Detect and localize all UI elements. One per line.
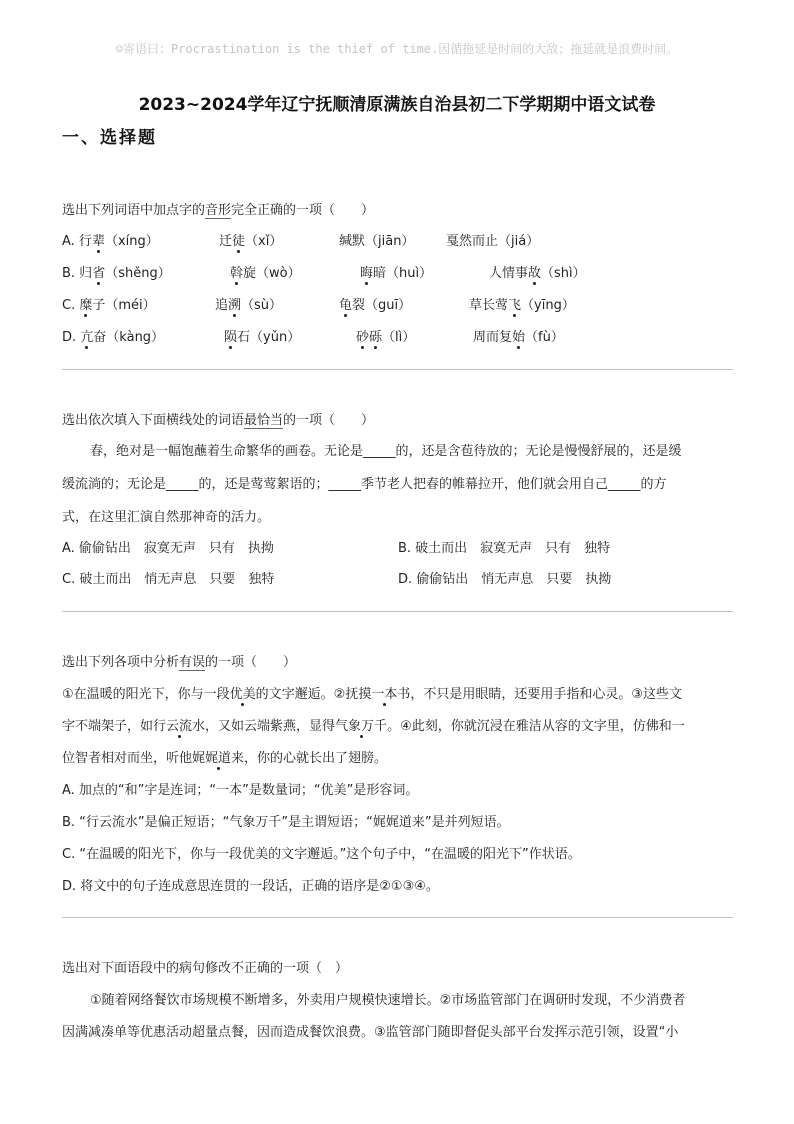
q1-option-c-w3 [339, 296, 411, 316]
q1-option-a-w4: 戛然而止（jiá） [446, 234, 540, 249]
dotted-char: 故 [528, 266, 542, 281]
option-text: （lì） [382, 330, 416, 345]
dotted-char: 始 [512, 330, 526, 345]
q1-option-d-w1[interactable] [62, 328, 164, 348]
emphasis-mark: 最恰当 [244, 413, 284, 428]
dotted-char: 辈 [91, 234, 105, 249]
dotted-char: 亢 [80, 330, 94, 345]
option-text: 子（méi） [92, 298, 156, 313]
dotted-char: 斡 [230, 266, 244, 281]
q3-passage-line [62, 749, 387, 769]
dotted-char: 溯 [228, 298, 242, 313]
q1-option-c-w2 [215, 296, 282, 316]
option-text: （sù） [241, 298, 283, 313]
q2-option-c[interactable]: C. 破土而出 悄无声息 只要 独特 [62, 572, 275, 587]
q1-option-d-w4 [473, 328, 564, 348]
option-text: （yīng） [521, 298, 575, 313]
divider [62, 917, 733, 918]
dotted-char: 徒 [232, 234, 246, 249]
dotted-char: 省 [92, 266, 106, 281]
motto-watermark: ☺寄语曰：Procrastination is the thief of time.因循拖延是时间的大敌；拖延就是浪费时间。 [115, 42, 679, 56]
q1-option-c-w1[interactable] [62, 296, 156, 316]
option-text: 裂（guī） [352, 298, 412, 313]
q1-stem-text: 选出下列词语中加点字的 [62, 203, 206, 218]
q1-option-d-w3 [356, 328, 415, 348]
option-text: （shěng） [105, 266, 171, 281]
option-text: 暗（huì） [373, 266, 433, 281]
q3-stem-text: 的一项（ ） [205, 655, 297, 670]
option-text: 周而复 [473, 330, 513, 345]
divider [62, 611, 733, 612]
dotted-word: 行云流水 [153, 719, 206, 734]
dotted-char: 糜 [79, 298, 93, 313]
dotted-word: 一本 [371, 687, 398, 702]
q3-stem [62, 653, 296, 673]
q2-stem-text: 选出依次填入下面横线处的词语 [62, 413, 245, 428]
option-text: C. [62, 298, 80, 313]
passage-text: 位智者相对而坐，听他 [62, 751, 193, 766]
q3-option-c[interactable]: C. “在温暖的阳光下，你与一段优美的文字邂逅。”这个句子中，“在温暖的阳光下”作状语。 [62, 847, 581, 862]
dotted-char: 飞 [508, 298, 522, 313]
q2-option-d[interactable]: D. 偷偷钻出 悄无声息 只要 执拗 [398, 572, 612, 587]
q2-stem-text: 的一项（ ） [283, 413, 375, 428]
option-text: （xíng） [104, 234, 159, 249]
q1-stem [62, 201, 374, 221]
emphasis-mark: 有误 [179, 655, 206, 670]
q1-option-a-w3: 缄默（jiān） [339, 234, 415, 249]
dotted-char: 砂 [356, 330, 370, 345]
option-text: 草长莺 [469, 298, 509, 313]
passage-text: ①在温暖的阳光下，你与一段 [62, 687, 230, 702]
q4-passage-line: 因满减凑单等优惠活动超量点餐，因而造成餐饮浪费。③监管部门随即督促头部平台发挥示范引领，设置“小 [62, 1025, 679, 1040]
option-text: 奋（kàng） [93, 330, 165, 345]
option-text: D. [62, 330, 81, 345]
q2-option-b[interactable]: B. 破土而出 寂寞无声 只有 独特 [398, 541, 611, 556]
divider [62, 369, 733, 370]
q1-option-b-w1[interactable] [62, 264, 171, 284]
option-text: 人情事 [489, 266, 529, 281]
q1-option-b-w3 [360, 264, 432, 284]
q4-passage-line: ①随着网络餐饮市场规模不断增多，外卖用户规模快速增长。②市场监管部门在调研时发现，不少消费者 [90, 993, 686, 1008]
option-text: A. 行 [62, 234, 92, 249]
passage-text: ，又如云端紫燕，显得 [205, 719, 336, 734]
q3-option-b[interactable]: B. “行云流水”是偏正短语；“气象万千”是主谓短语；“娓娓道来”是并列短语。 [62, 815, 510, 830]
q4-stem: 选出对下面语段中的病句修改不正确的一项（ ） [62, 961, 349, 976]
q1-option-c-w4 [469, 296, 575, 316]
option-text: （xǐ） [245, 234, 283, 249]
option-text: 迁 [219, 234, 233, 249]
exam-title: 2023~2024学年辽宁抚顺清原满族自治县初二下学期期中语文试卷 [138, 95, 656, 115]
q1-option-a-w1[interactable] [62, 232, 159, 252]
q3-option-d[interactable]: D. 将文中的句子连成意思连贯的一段话，正确的语序是②①③④。 [62, 879, 439, 894]
q1-option-b-w2 [230, 264, 301, 284]
q3-stem-text: 选出下列各项中分析 [62, 655, 180, 670]
option-text: （fù） [525, 330, 564, 345]
option-text: （shì） [541, 266, 586, 281]
dotted-char: 龟 [339, 298, 353, 313]
q2-option-a[interactable]: A. 偷偷钻出 寂寞无声 只有 执拗 [62, 541, 274, 556]
q1-option-d-w2 [224, 328, 300, 348]
q2-passage-line: 式，在这里汇演自然那神奇的活力。 [62, 510, 271, 525]
passage-text: 书，不只是用眼睛，还要用手指和心灵。③这些文 [397, 687, 682, 702]
q1-option-b-w4 [489, 264, 586, 284]
q1-stem-text: 完全正确的一项（ ） [231, 203, 375, 218]
q3-option-a[interactable]: A. 加点的“和”字是连词；“一本”是数量词；“优美”是形容词。 [62, 783, 419, 798]
q3-passage-line [62, 717, 685, 737]
passage-text: 字不端架子，如 [62, 719, 154, 734]
section-heading: 一、选择题 [62, 128, 157, 148]
q2-passage-line: 缓流淌的；无论是_____的，还是莺莺絮语的；_____季节老人把春的帷幕拉开，他们就会用自己_____的方 [62, 477, 667, 492]
q2-passage-line: 春，绝对是一幅饱蘸着生命繁华的画卷。无论是_____的，还是含苞待放的；无论是慢慢舒展的，还是缓 [90, 444, 682, 459]
dotted-char: 砾 [369, 330, 383, 345]
emphasis-mark: 音形 [205, 203, 232, 218]
option-text: 追 [215, 298, 229, 313]
option-text: B. 归 [62, 266, 93, 281]
option-text: 石（yǔn） [237, 330, 301, 345]
dotted-word: 优美 [229, 687, 256, 702]
passage-text: 的文字邂逅。②抚摸 [255, 687, 372, 702]
passage-text: ，你的心就长出了翅膀。 [244, 751, 388, 766]
q1-option-a-w2 [219, 232, 282, 252]
dotted-char: 陨 [224, 330, 238, 345]
dotted-char: 晦 [360, 266, 374, 281]
q3-passage-line [62, 685, 682, 705]
dotted-word: 气象万千 [335, 719, 388, 734]
q2-stem [62, 411, 374, 431]
passage-text: 。④此刻，你就沉浸在雅洁从容的文字里，仿佛和一 [387, 719, 685, 734]
dotted-word: 娓娓道来 [192, 751, 245, 766]
option-text: 旋（wò） [243, 266, 301, 281]
